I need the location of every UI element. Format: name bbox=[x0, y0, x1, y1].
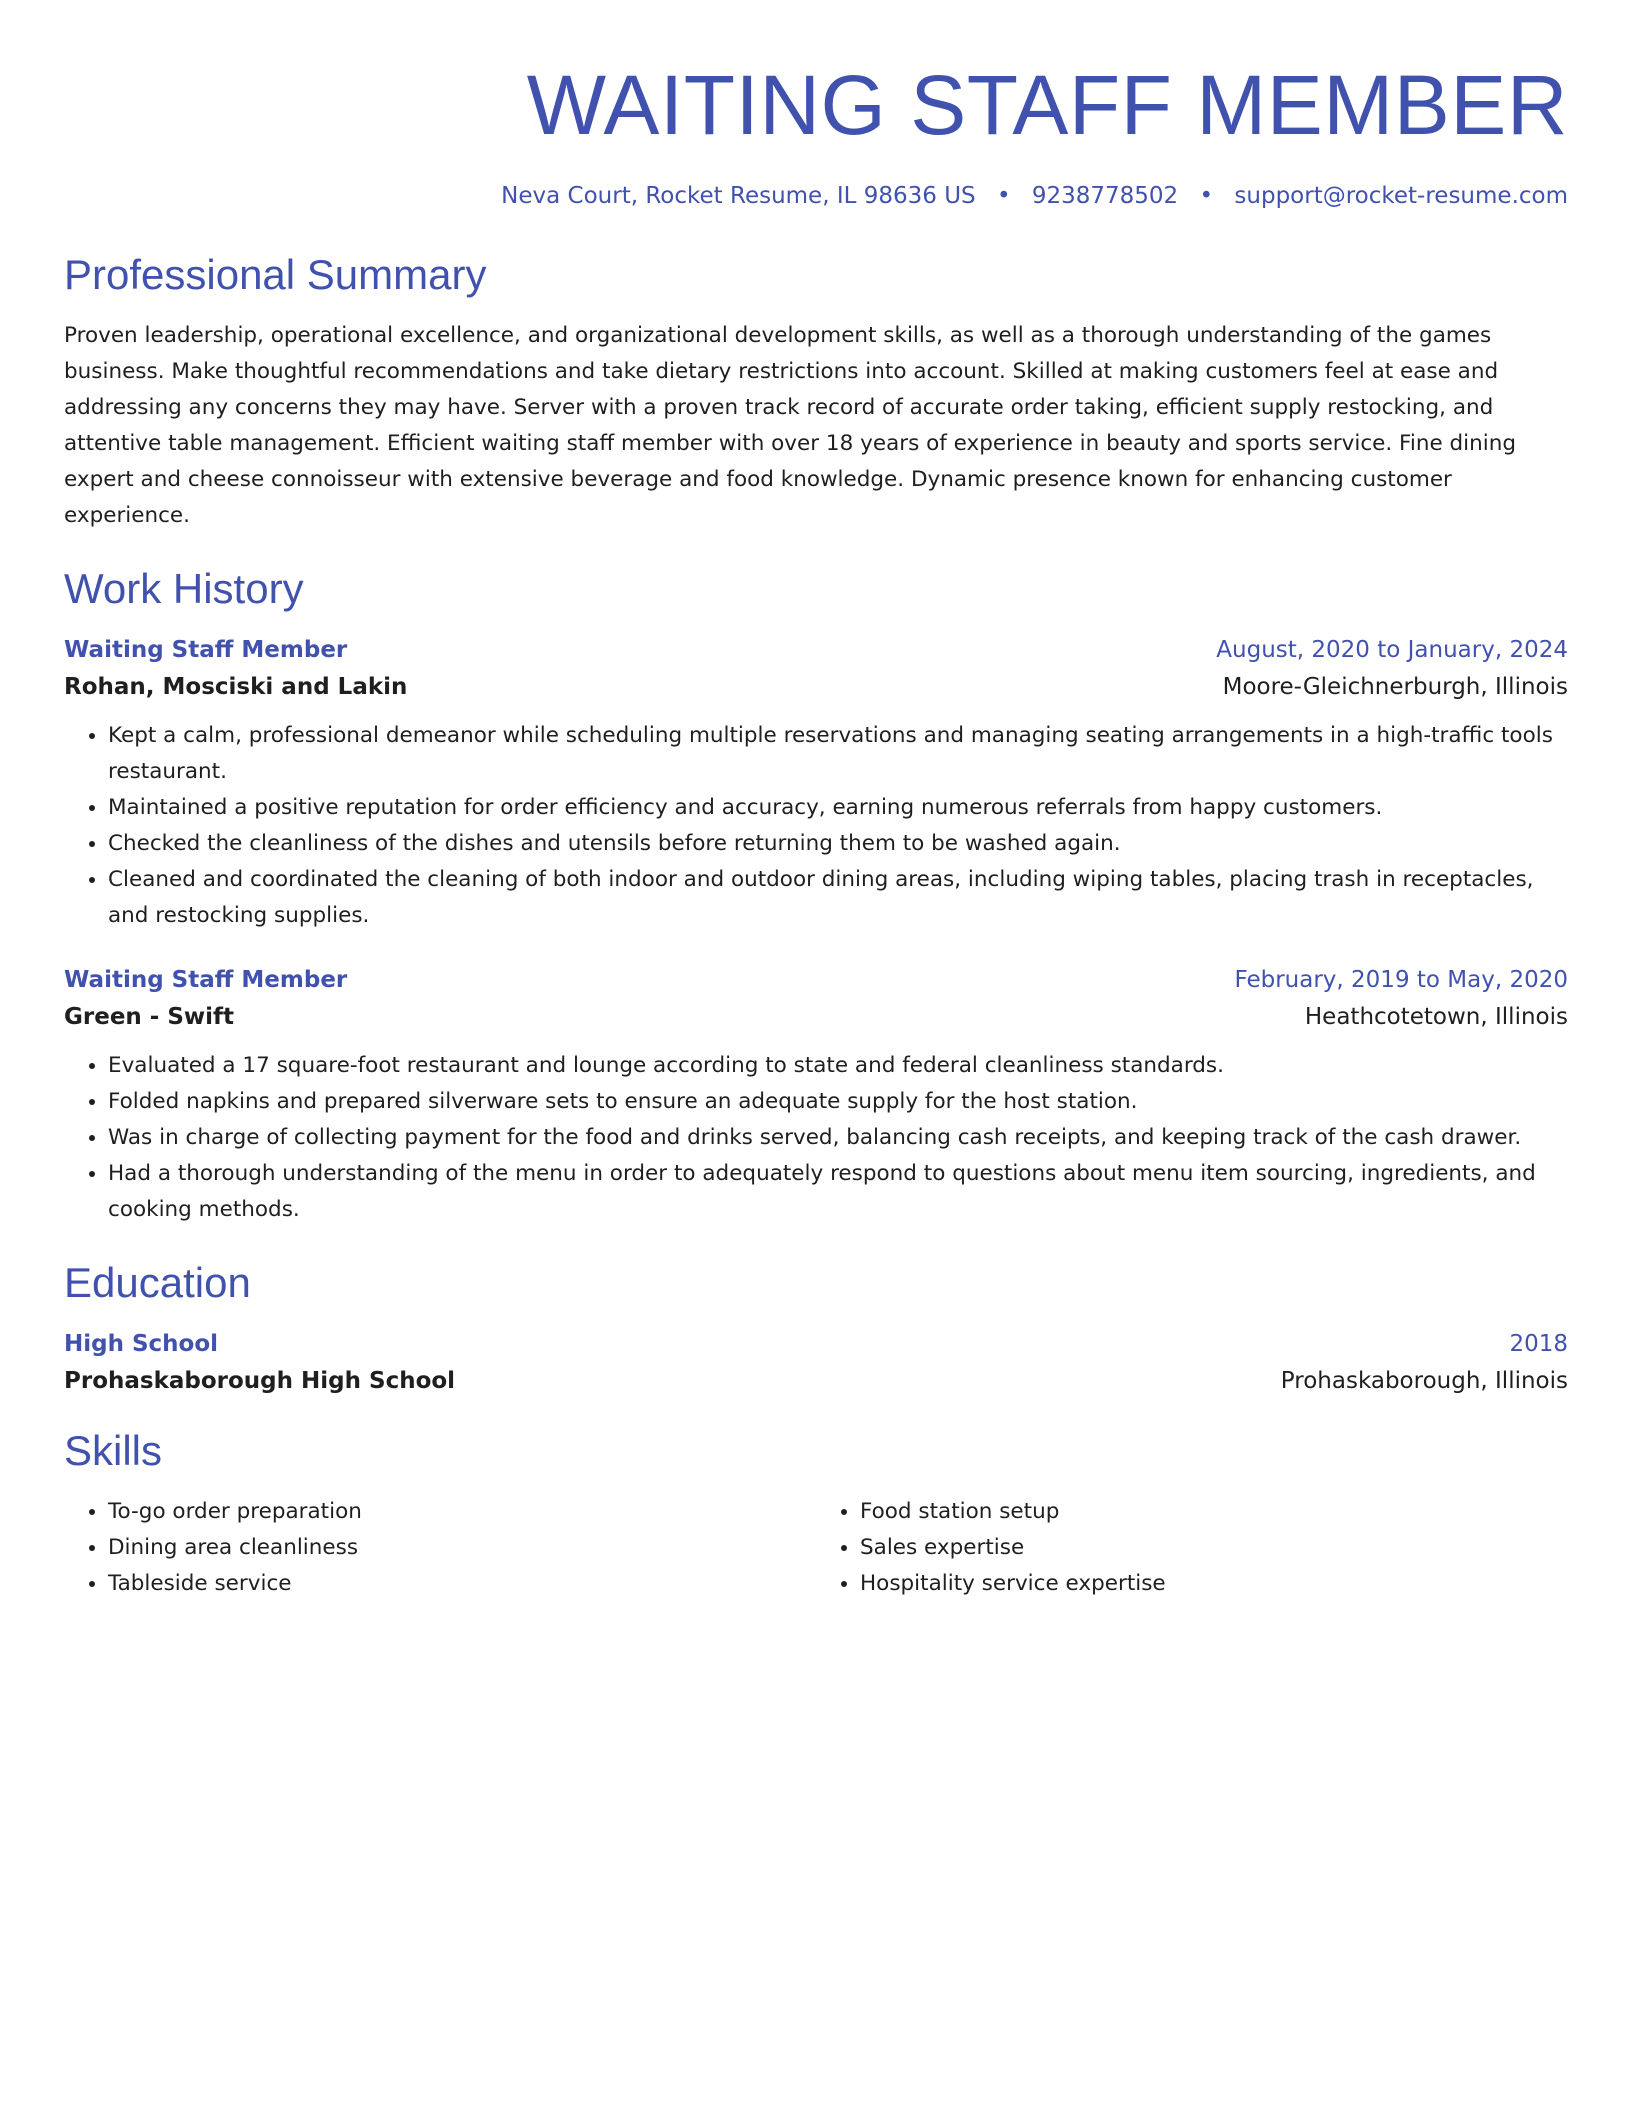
job-bullets bbox=[64, 1048, 1568, 1228]
job-entry bbox=[64, 632, 1568, 934]
skill-item: • Tableside service bbox=[108, 1566, 816, 1602]
job-bullet: • Kept a calm, professional demeanor while scheduling multiple reservations and managing seating arrangements in a high-traffic tools restaurant. bbox=[108, 718, 1568, 790]
email: support@rocket-resume.com bbox=[1234, 183, 1568, 209]
skill-item: • To-go order preparation bbox=[108, 1494, 816, 1530]
job-bullet: • Was in charge of collecting payment for the food and drinks served, balancing cash receipts, and keeping track of the cash drawer. bbox=[108, 1120, 1568, 1156]
skills-section bbox=[64, 1426, 1568, 1602]
job-dates: February, 2019 to May, 2020 bbox=[1234, 967, 1568, 993]
job-bullet: • Evaluated a 17 square-foot restaurant and lounge according to state and federal cleanliness standards. bbox=[108, 1048, 1568, 1084]
job-title: Waiting Staff Member bbox=[64, 637, 348, 663]
job-bullets bbox=[64, 718, 1568, 934]
skills-column-right bbox=[816, 1494, 1568, 1602]
job-location: Heathcotetown, Illinois bbox=[1304, 1004, 1568, 1030]
skill-item: • Hospitality service expertise bbox=[860, 1566, 1568, 1602]
phone: 9238778502 bbox=[1031, 183, 1179, 209]
skill-item: • Sales expertise bbox=[860, 1530, 1568, 1566]
job-bullet: • Checked the cleanliness of the dishes and utensils before returning them to be washed again. bbox=[108, 826, 1568, 862]
skills-column-left bbox=[64, 1494, 816, 1602]
degree: High School bbox=[64, 1331, 219, 1357]
section-title-education: Education bbox=[64, 1259, 251, 1306]
section-title-skills: Skills bbox=[64, 1427, 163, 1474]
job-bullet: • Had a thorough understanding of the menu in order to adequately respond to questions about menu item sourcing, ingredients, and cooking methods. bbox=[108, 1156, 1568, 1228]
graduation-year: 2018 bbox=[1509, 1331, 1568, 1357]
address: Neva Court, Rocket Resume, IL 98636 US bbox=[501, 183, 976, 209]
job-location: Moore-Gleichnerburgh, Illinois bbox=[1222, 674, 1568, 700]
school-name: Prohaskaborough High School bbox=[64, 1368, 456, 1394]
job-dates: August, 2020 to January, 2024 bbox=[1216, 637, 1568, 663]
company-name: Rohan, Mosciski and Lakin bbox=[64, 674, 408, 700]
skill-item: • Food station setup bbox=[860, 1494, 1568, 1530]
education-entry bbox=[64, 1326, 1568, 1400]
professional-summary-section bbox=[64, 250, 1568, 534]
job-bullet: • Cleaned and coordinated the cleaning of both indoor and outdoor dining areas, including wiping tables, placing trash in receptacles, and restocking supplies. bbox=[108, 862, 1568, 934]
section-title-work-history: Work History bbox=[64, 565, 304, 612]
job-bullet: • Folded napkins and prepared silverware sets to ensure an adequate supply for the host station. bbox=[108, 1084, 1568, 1120]
job-entry bbox=[64, 962, 1568, 1228]
separator-dot: • bbox=[996, 183, 1011, 209]
company-name: Green - Swift bbox=[64, 1004, 235, 1030]
job-title: Waiting Staff Member bbox=[64, 967, 348, 993]
education-section bbox=[64, 1258, 1568, 1400]
school-location: Prohaskaborough, Illinois bbox=[1280, 1368, 1568, 1394]
skills-grid bbox=[64, 1494, 1568, 1602]
skill-item: • Dining area cleanliness bbox=[108, 1530, 816, 1566]
summary-text: Proven leadership, operational excellence, and organizational development skills, as well as a thorough understanding of the games business. Make thoughtful recommendations and take dietary restrictions into account. Skilled at making customers feel at ease and addressing any concerns they may have. Server with a proven track record of accurate order taking, efficient supply restocking, and attentive table management. Efficient waiting staff member with over 18 years of experience in beauty and sports service. Fine dining expert and cheese connoisseur with extensive beverage and food knowledge. Dynamic presence known for enhancing customer experience. bbox=[64, 323, 1517, 528]
candidate-name: WAITING STAFF MEMBER bbox=[526, 58, 1568, 152]
contact-line bbox=[64, 180, 1568, 212]
job-bullet: • Maintained a positive reputation for order efficiency and accuracy, earning numerous referrals from happy customers. bbox=[108, 790, 1568, 826]
section-title-summary: Professional Summary bbox=[64, 251, 487, 298]
resume-header bbox=[64, 56, 1568, 212]
work-history-section bbox=[64, 564, 1568, 1228]
separator-dot: • bbox=[1199, 183, 1214, 209]
